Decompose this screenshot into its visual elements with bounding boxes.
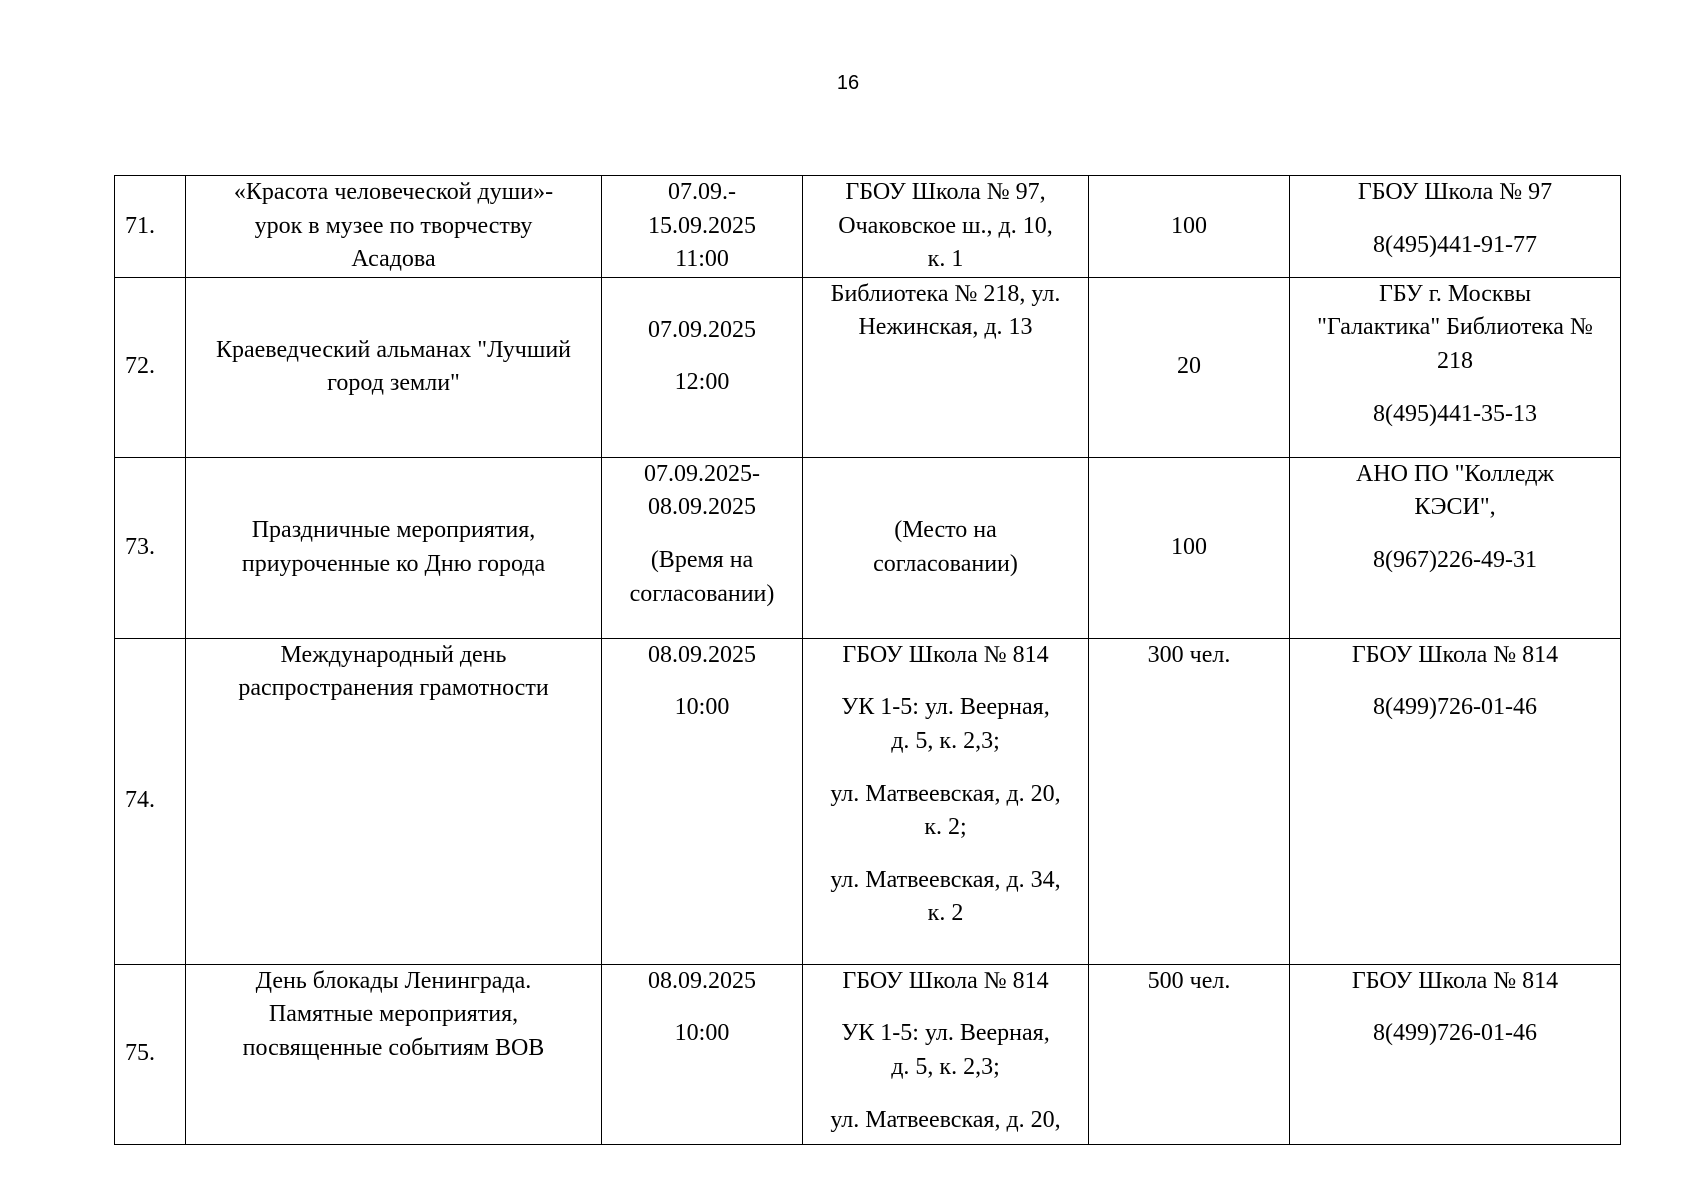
event-name-line: День блокады Ленинграда. bbox=[255, 967, 532, 994]
participants-count: 100 bbox=[1089, 457, 1290, 638]
row-number: 71. bbox=[115, 176, 186, 278]
table-row bbox=[115, 457, 1621, 638]
event-name-line: город земли" bbox=[327, 370, 460, 397]
time-line: 11:00 bbox=[675, 246, 729, 273]
organizer-name: ГБОУ Школа № 814 bbox=[1351, 967, 1559, 994]
date-line: 08.09.2025 bbox=[648, 967, 756, 994]
place-line: Нежинская, д. 13 bbox=[858, 314, 1033, 341]
place-cell bbox=[803, 457, 1089, 638]
time-line: 10:00 bbox=[674, 1020, 730, 1047]
table-row bbox=[115, 638, 1621, 964]
place-cell bbox=[803, 638, 1089, 964]
place-line: УК 1-5: ул. Веерная, bbox=[841, 694, 1050, 721]
event-name-line: распространения грамотности bbox=[238, 675, 549, 702]
organizer-name: АНО ПО "Колледж bbox=[1355, 460, 1555, 487]
event-name-line: урок в музее по творчеству bbox=[254, 212, 533, 239]
organizer-cell bbox=[1290, 176, 1621, 278]
place-line: ул. Матвеевская, д. 20, bbox=[830, 780, 1061, 807]
participants-count: 20 bbox=[1089, 277, 1290, 457]
date-cell bbox=[602, 638, 803, 964]
event-name-line: Краеведческий альманах "Лучший bbox=[215, 336, 572, 363]
organizer-name: ГБОУ Школа № 814 bbox=[1351, 641, 1559, 668]
organizer-name: КЭСИ", bbox=[1414, 494, 1496, 521]
place-line: ул. Матвеевская, д. 20, bbox=[830, 1106, 1061, 1133]
row-number: 72. bbox=[115, 277, 186, 457]
organizer-phone: 8(499)726-01-46 bbox=[1373, 1020, 1537, 1047]
table-row bbox=[115, 277, 1621, 457]
place-line: ул. Матвеевская, д. 34, bbox=[830, 866, 1061, 893]
date-cell bbox=[602, 277, 803, 457]
date-cell bbox=[602, 964, 803, 1144]
event-name-line: посвященные событиям ВОВ bbox=[242, 1034, 545, 1061]
date-line: 15.09.2025 bbox=[648, 212, 756, 239]
place-line: ГБОУ Школа № 97, bbox=[845, 179, 1046, 205]
organizer-phone: 8(967)226-49-31 bbox=[1373, 546, 1537, 573]
participants-count: 100 bbox=[1089, 176, 1290, 278]
time-line: 12:00 bbox=[674, 369, 730, 396]
time-line: согласовании) bbox=[629, 580, 775, 607]
event-name-line: Памятные мероприятия, bbox=[268, 1001, 519, 1028]
date-line: 08.09.2025 bbox=[648, 641, 756, 668]
event-name-cell bbox=[186, 176, 602, 278]
participants-count: 300 чел. bbox=[1089, 638, 1290, 964]
place-cell bbox=[803, 277, 1089, 457]
time-line: (Время на bbox=[650, 546, 754, 573]
row-number: 74. bbox=[115, 638, 186, 964]
organizer-phone: 8(495)441-91-77 bbox=[1373, 231, 1537, 258]
page-number: 16 bbox=[836, 72, 860, 94]
place-line: к. 1 bbox=[927, 246, 964, 273]
event-name-line: «Красота человеческой души»- bbox=[233, 179, 554, 205]
events-table bbox=[114, 175, 1621, 1145]
place-line: УК 1-5: ул. Веерная, bbox=[841, 1020, 1050, 1047]
place-line: ГБОУ Школа № 814 bbox=[842, 641, 1049, 668]
place-line: (Место на bbox=[894, 517, 997, 544]
organizer-name: 218 bbox=[1437, 347, 1473, 374]
organizer-cell bbox=[1290, 964, 1621, 1144]
organizer-cell bbox=[1290, 457, 1621, 638]
event-name-line: Международный день bbox=[280, 641, 507, 668]
place-line: к. 2 bbox=[927, 900, 964, 927]
place-line: согласовании) bbox=[873, 550, 1018, 577]
place-cell bbox=[803, 964, 1089, 1144]
place-line: к. 2; bbox=[924, 814, 967, 841]
place-line: ГБОУ Школа № 814 bbox=[842, 967, 1049, 994]
date-line: 08.09.2025 bbox=[648, 494, 756, 521]
place-line: Библиотека № 218, ул. bbox=[830, 280, 1061, 307]
table-row bbox=[115, 176, 1621, 278]
place-cell bbox=[803, 176, 1089, 278]
event-name-line: Асадова bbox=[351, 246, 436, 273]
organizer-name: "Галактика" Библиотека № bbox=[1317, 314, 1593, 341]
event-name-cell bbox=[186, 638, 602, 964]
time-line: 10:00 bbox=[674, 694, 730, 721]
place-line: Очаковское ш., д. 10, bbox=[838, 212, 1053, 239]
place-line: д. 5, к. 2,3; bbox=[891, 727, 1000, 754]
event-name-line: приуроченные ко Дню города bbox=[241, 550, 546, 577]
row-number: 75. bbox=[115, 964, 186, 1144]
organizer-phone: 8(495)441-35-13 bbox=[1373, 400, 1537, 427]
event-name-cell bbox=[186, 964, 602, 1144]
organizer-phone: 8(499)726-01-46 bbox=[1373, 694, 1537, 721]
participants-count: 500 чел. bbox=[1089, 964, 1290, 1144]
place-line: д. 5, к. 2,3; bbox=[891, 1053, 1000, 1080]
date-cell bbox=[602, 176, 803, 278]
table-row bbox=[115, 964, 1621, 1144]
date-cell bbox=[602, 457, 803, 638]
organizer-name: ГБОУ Школа № 97 bbox=[1357, 179, 1553, 205]
organizer-cell bbox=[1290, 638, 1621, 964]
organizer-cell bbox=[1290, 277, 1621, 457]
event-name-cell bbox=[186, 457, 602, 638]
date-line: 07.09.2025- bbox=[644, 460, 760, 487]
organizer-name: ГБУ г. Москвы bbox=[1378, 280, 1532, 307]
event-name-line: Праздничные мероприятия, bbox=[251, 517, 536, 544]
event-name-cell bbox=[186, 277, 602, 457]
date-line: 07.09.2025 bbox=[648, 316, 756, 343]
row-number: 73. bbox=[115, 457, 186, 638]
date-line: 07.09.- bbox=[668, 179, 736, 205]
